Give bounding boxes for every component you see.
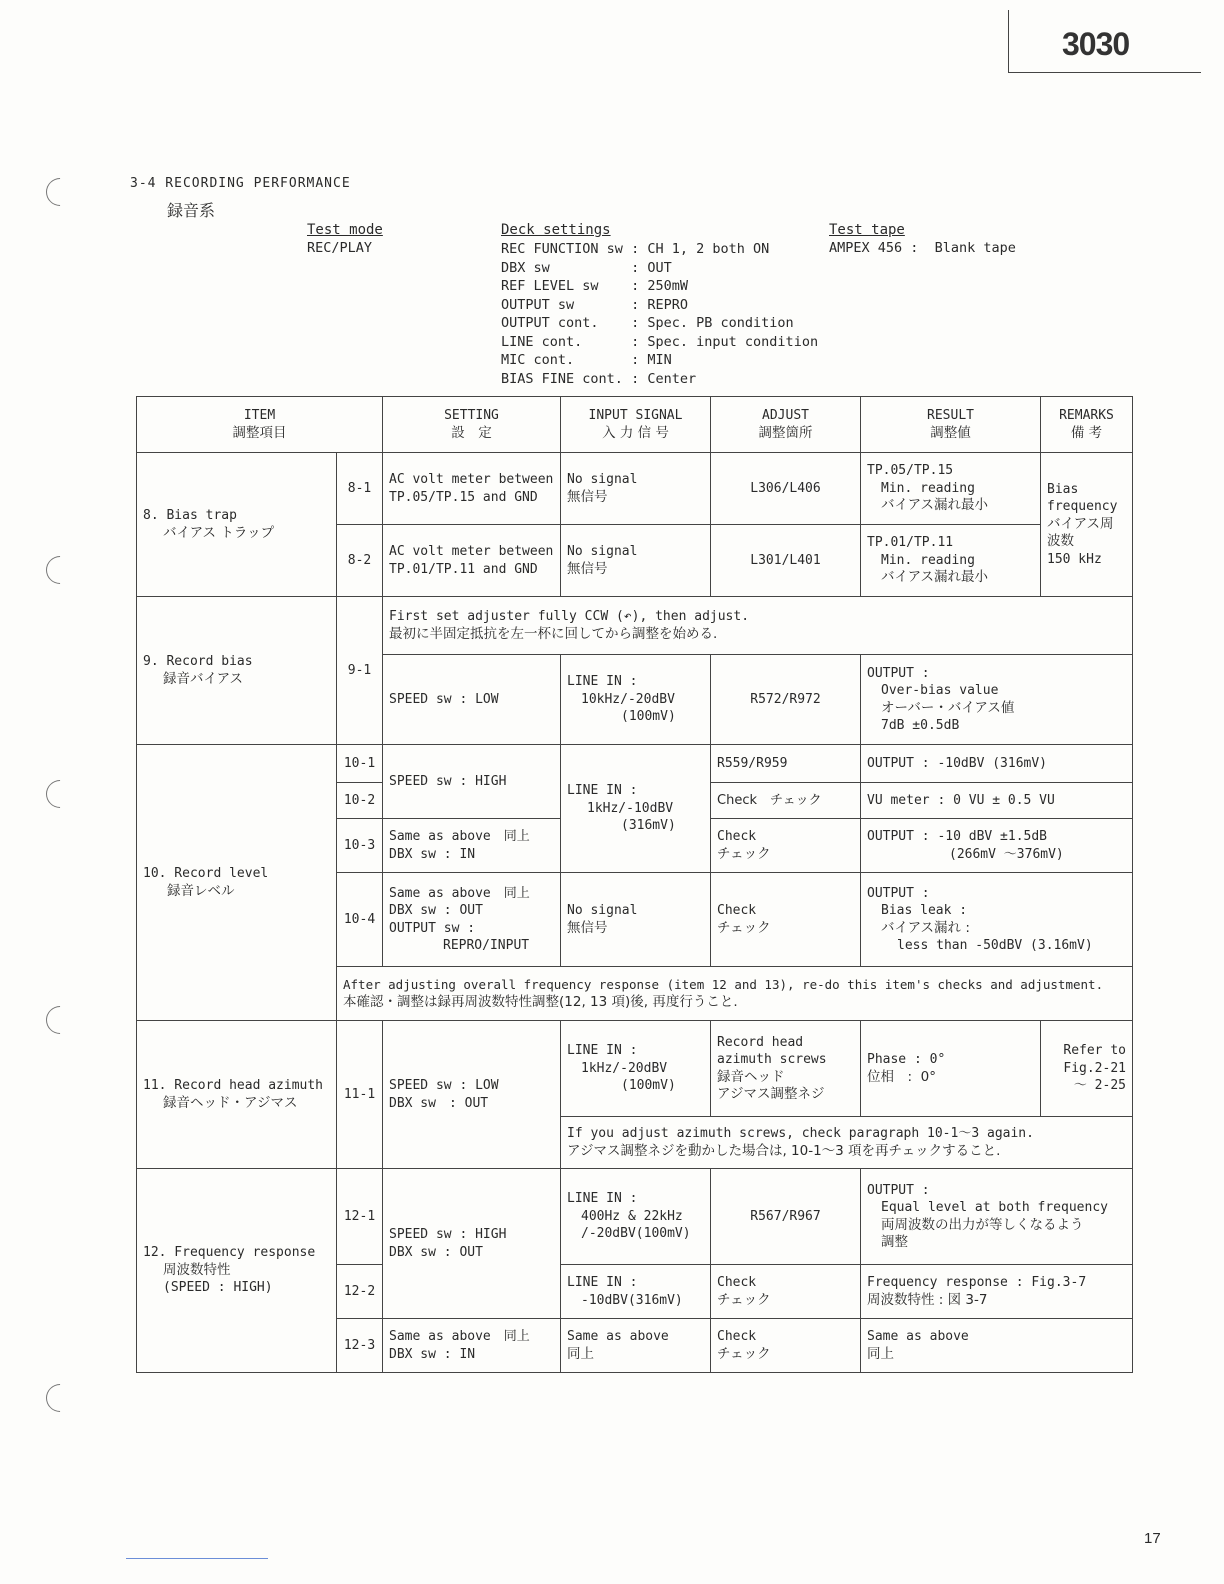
result-cell: OUTPUT : Equal level at both frequency 両周波数の出力が等しくなるよう 調整 bbox=[861, 1169, 1133, 1265]
test-mode-value: REC/PLAY bbox=[307, 240, 373, 256]
item-11-name: 11. Record head azimuth 録音ヘッド・アジマス bbox=[137, 1021, 337, 1169]
input-cell: LINE IN : -10dBV(316mV) bbox=[561, 1265, 711, 1319]
deck-setting-row: BIAS FINE cont. : Center bbox=[501, 370, 697, 387]
step-number: 8-2 bbox=[337, 525, 383, 597]
test-mode-label: Test mode bbox=[307, 222, 383, 238]
setting-cell: AC volt meter between TP.05/TP.15 and GND bbox=[383, 453, 561, 525]
table-row bbox=[137, 1169, 1133, 1265]
result-cell: OUTPUT : -10 dBV ±1.5dB (266mV ～376mV) bbox=[861, 819, 1133, 873]
item-10-name: 10. Record level 録音レベル bbox=[137, 745, 337, 1021]
setting-cell: SPEED sw : HIGH bbox=[383, 745, 561, 819]
input-cell: LINE IN : 1kHz/-20dBV (100mV) bbox=[561, 1021, 711, 1117]
step-number: 8-1 bbox=[337, 453, 383, 525]
step-number: 10-3 bbox=[337, 819, 383, 873]
item-9-name: 9. Record bias 録音バイアス bbox=[137, 597, 337, 745]
result-cell: Frequency response : Fig.3-7 周波数特性 : 図 3-7 bbox=[861, 1265, 1133, 1319]
table-row bbox=[137, 597, 1133, 655]
result-cell: Same as above 同上 bbox=[861, 1319, 1133, 1373]
adjust-cell: Record head azimuth screws 録音ヘッド アジマス調整ネジ bbox=[711, 1021, 861, 1117]
header-adjust: ADJUST 調整箇所 bbox=[711, 397, 861, 453]
adjust-cell: R567/R967 bbox=[711, 1169, 861, 1265]
result-cell: VU meter : 0 VU ± 0.5 VU bbox=[861, 783, 1133, 819]
header-item: ITEM 調整項目 bbox=[137, 397, 383, 453]
adjust-cell: R572/R972 bbox=[711, 655, 861, 745]
section-title-jp: 録音系 bbox=[167, 201, 216, 220]
step-number: 12-1 bbox=[337, 1169, 383, 1265]
table-row bbox=[137, 453, 1133, 525]
input-cell: LINE IN : 10kHz/-20dBV (100mV) bbox=[561, 655, 711, 745]
setting-cell: Same as above 同上 DBX sw : IN bbox=[383, 1319, 561, 1373]
step-number: 9-1 bbox=[337, 597, 383, 745]
input-cell: LINE IN : 1kHz/-10dBV (316mV) bbox=[561, 745, 711, 873]
item-8-name: 8. Bias trap バイアス トラップ bbox=[137, 453, 337, 597]
item-11-remarks: Refer to Fig.2-21 ～ 2-25 bbox=[1041, 1021, 1133, 1117]
adjust-cell: R559/R959 bbox=[711, 745, 861, 783]
step-number: 11-1 bbox=[337, 1021, 383, 1169]
punch-hole bbox=[40, 1000, 80, 1040]
item-8-remarks: Bias frequency バイアス周波数 150 kHz bbox=[1041, 453, 1133, 597]
result-cell: OUTPUT : Over-bias value オーバー・バイアス値 7dB ±0.5dB bbox=[861, 655, 1133, 745]
deck-setting-row: OUTPUT cont. : Spec. PB condition bbox=[501, 315, 794, 331]
setting-cell: SPEED sw : HIGH DBX sw : OUT bbox=[383, 1169, 561, 1319]
deck-setting-row: REC FUNCTION sw : CH 1, 2 both ON bbox=[501, 241, 770, 257]
input-cell: No signal 無信号 bbox=[561, 873, 711, 967]
section-title: 3-4 RECORDING PERFORMANCE bbox=[130, 176, 351, 191]
punch-hole bbox=[40, 1378, 80, 1418]
result-cell: TP.05/TP.15 Min. reading バイアス漏れ最小 bbox=[861, 453, 1041, 525]
input-cell: Same as above 同上 bbox=[561, 1319, 711, 1373]
punch-hole bbox=[40, 774, 80, 814]
deck-setting-row: REF LEVEL sw : 250mW bbox=[501, 278, 689, 294]
table-row bbox=[137, 745, 1133, 783]
punch-hole bbox=[40, 550, 80, 590]
input-cell: LINE IN : 400Hz & 22kHz /-20dBV(100mV) bbox=[561, 1169, 711, 1265]
deck-setting-row: DBX sw : OUT bbox=[501, 259, 672, 276]
adjust-cell: Check チェック bbox=[711, 1265, 861, 1319]
setting-cell: SPEED sw : LOW bbox=[383, 655, 561, 745]
setting-cell: AC volt meter between TP.01/TP.11 and GND bbox=[383, 525, 561, 597]
result-cell: OUTPUT : -10dBV (316mV) bbox=[861, 745, 1133, 783]
result-cell: TP.01/TP.11 Min. reading バイアス漏れ最小 bbox=[861, 525, 1041, 597]
punch-hole bbox=[40, 172, 80, 212]
item-10-note: After adjusting overall frequency response (item 12 and 13), re-do this item's checks and adjustment. 本確認・調整は録再周波数特性調整(12, 13 項)後, 再度行うこと. bbox=[337, 967, 1133, 1021]
setting-cell: SPEED sw : LOW DBX sw : OUT bbox=[383, 1021, 561, 1169]
result-cell: Phase : 0° 位相 : 0° bbox=[861, 1021, 1041, 1117]
deck-settings-label: Deck settings bbox=[501, 222, 611, 238]
step-number: 10-4 bbox=[337, 873, 383, 967]
page-number: 17 bbox=[1144, 1530, 1161, 1547]
step-number: 10-2 bbox=[337, 783, 383, 819]
footer-divider bbox=[126, 1558, 268, 1559]
adjust-cell: L301/L401 bbox=[711, 525, 861, 597]
test-tape-label: Test tape bbox=[829, 222, 905, 238]
deck-setting-row: MIC cont. : MIN bbox=[501, 352, 672, 368]
deck-settings-list bbox=[501, 240, 818, 388]
item-11-note: If you adjust azimuth screws, check paragraph 10-1～3 again. アジマス調整ネジを動かした場合は, 10-1～3 項を再チェックすること. bbox=[561, 1117, 1133, 1169]
table-header-row bbox=[137, 397, 1133, 453]
input-cell: No signal 無信号 bbox=[561, 525, 711, 597]
input-cell: No signal 無信号 bbox=[561, 453, 711, 525]
deck-setting-row: OUTPUT sw : REPRO bbox=[501, 296, 689, 313]
adjustment-table bbox=[136, 396, 1133, 1373]
adjust-cell: Check チェック bbox=[711, 783, 861, 819]
deck-setting-row: LINE cont. : Spec. input condition bbox=[501, 333, 819, 350]
setting-cell: Same as above 同上 DBX sw : OUT OUTPUT sw : REPRO/INPUT bbox=[383, 873, 561, 967]
test-tape-value: AMPEX 456 : Blank tape bbox=[829, 240, 1016, 256]
step-number: 12-3 bbox=[337, 1319, 383, 1373]
adjust-cell: Check チェック bbox=[711, 1319, 861, 1373]
header-setting: SETTING 設 定 bbox=[383, 397, 561, 453]
header-result: RESULT 調整値 bbox=[861, 397, 1041, 453]
item-12-name: 12. Frequency response 周波数特性 (SPEED : HIGH) bbox=[137, 1169, 337, 1373]
setting-cell: Same as above 同上 DBX sw : IN bbox=[383, 819, 561, 873]
table-row bbox=[137, 1021, 1133, 1117]
item-9-note: First set adjuster fully CCW (↶), then adjust. 最初に半固定抵抗を左一杯に回してから調整を始める. bbox=[383, 597, 1133, 655]
adjust-cell: L306/L406 bbox=[711, 453, 861, 525]
step-number: 10-1 bbox=[337, 745, 383, 783]
adjust-cell: Check チェック bbox=[711, 873, 861, 967]
adjust-cell: Check チェック bbox=[711, 819, 861, 873]
step-number: 12-2 bbox=[337, 1265, 383, 1319]
header-remarks: REMARKS 備 考 bbox=[1041, 397, 1133, 453]
header-input-signal: INPUT SIGNAL 入 力 信 号 bbox=[561, 397, 711, 453]
result-cell: OUTPUT : Bias leak : バイアス漏れ : less than -50dBV (3.16mV) bbox=[861, 873, 1133, 967]
model-number: 3030 bbox=[1062, 26, 1130, 62]
